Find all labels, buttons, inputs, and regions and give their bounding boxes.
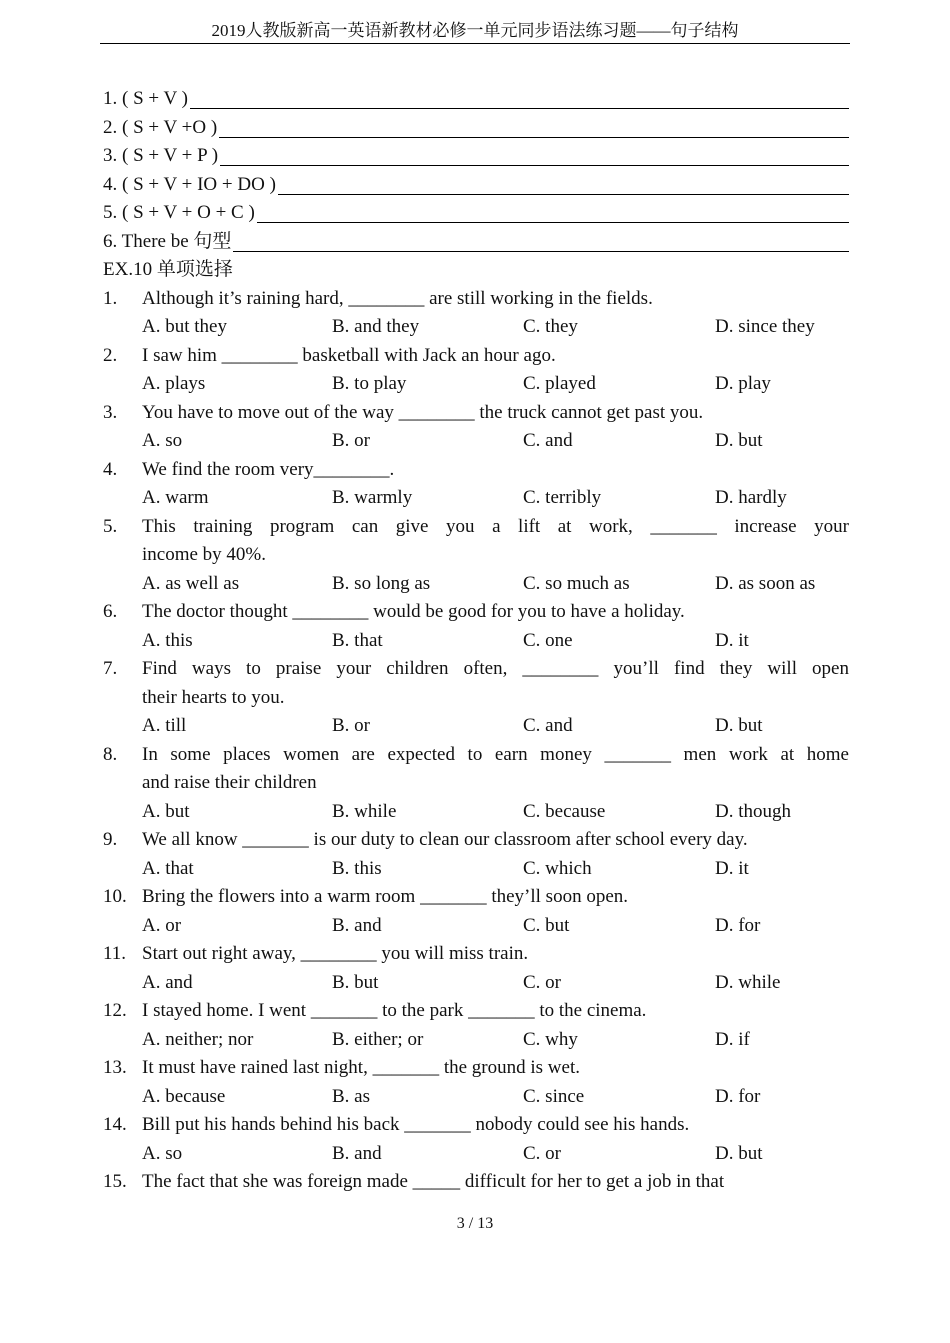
answer-option[interactable]: D. for <box>715 1085 761 1107</box>
question-text: We find the room very________. <box>142 458 395 480</box>
question-number: 11. <box>103 943 127 964</box>
question-number: 8. <box>103 743 118 765</box>
answer-option[interactable]: A. but they <box>142 316 227 337</box>
sentence-pattern-5 <box>103 199 849 228</box>
answer-option[interactable]: A. this <box>142 629 193 651</box>
page-header: 2019人教版新高一英语新教材必修一单元同步语法练习题——句子结构 <box>211 21 739 40</box>
answer-option[interactable]: A. warm <box>142 487 209 508</box>
question-item <box>103 285 849 342</box>
question-number: 14. <box>103 1114 127 1135</box>
question-item <box>103 1111 849 1168</box>
answer-option[interactable]: C. or <box>523 1142 561 1164</box>
answer-option[interactable]: A. neither; nor <box>142 1028 254 1050</box>
answer-option[interactable]: A. but <box>142 800 190 822</box>
sentence-pattern-3 <box>103 142 849 171</box>
answer-option[interactable]: C. and <box>523 430 573 451</box>
question-text: income by 40%. <box>142 544 267 565</box>
answer-options <box>103 712 849 741</box>
question-item <box>103 342 849 399</box>
answer-option[interactable]: C. why <box>523 1028 578 1050</box>
question-number: 15. <box>103 1171 127 1192</box>
answer-option[interactable]: C. so much as <box>523 572 630 594</box>
answer-option[interactable]: B. and <box>332 914 382 936</box>
answer-option[interactable]: D. hardly <box>715 487 787 508</box>
answer-blank-line <box>219 118 849 138</box>
question-text: Bill put his hands behind his back _______ nobody could see his hands. <box>142 1114 690 1135</box>
question-item <box>103 399 849 456</box>
question-number: 3. <box>103 401 118 423</box>
sentence-pattern-label: 4. ( S + V + IO + DO ) <box>103 173 276 195</box>
question-text: In some places women are expected to earn money _______ men work at home <box>142 743 849 765</box>
question-text: The fact that she was foreign made _____ difficult for her to get a job in that <box>142 1171 725 1192</box>
answer-options <box>103 627 849 656</box>
question-item <box>103 456 849 513</box>
answer-option[interactable]: B. either; or <box>332 1028 424 1050</box>
question-text: The doctor thought ________ would be good for you to have a holiday. <box>142 601 685 622</box>
answer-option[interactable]: D. but <box>715 430 763 451</box>
answer-option[interactable]: C. which <box>523 857 592 879</box>
answer-option[interactable]: D. it <box>715 629 749 651</box>
answer-option[interactable]: B. or <box>332 430 370 451</box>
sentence-pattern-list <box>103 85 849 256</box>
answer-option[interactable]: C. played <box>523 373 596 394</box>
question-number: 6. <box>103 601 118 622</box>
sentence-pattern-label: 5. ( S + V + O + C ) <box>103 202 255 223</box>
answer-option[interactable]: D. it <box>715 857 749 879</box>
answer-option[interactable]: B. while <box>332 800 397 822</box>
question-item <box>103 1168 849 1197</box>
answer-options <box>103 370 849 399</box>
question-indent <box>103 541 142 570</box>
question-text: Find ways to praise your children often, ________ you’ll find they will open <box>142 658 849 679</box>
question-number: 9. <box>103 829 118 850</box>
answer-option[interactable]: D. since they <box>715 316 815 337</box>
sentence-pattern-6 <box>103 228 849 257</box>
answer-blank-line <box>220 146 849 166</box>
question-text: Bring the flowers into a warm room _______ they’ll soon open. <box>142 886 629 907</box>
question-item <box>103 741 849 827</box>
question-text: and raise their children <box>142 772 317 793</box>
answer-option[interactable]: C. and <box>523 715 573 736</box>
answer-option[interactable]: D. though <box>715 800 791 822</box>
answer-option[interactable]: D. for <box>715 914 761 936</box>
sentence-pattern-label: 1. ( S + V ) <box>103 88 188 109</box>
answer-option[interactable]: B. but <box>332 971 379 993</box>
answer-options <box>103 1026 849 1055</box>
answer-options <box>103 855 849 884</box>
answer-option[interactable]: C. they <box>523 316 578 337</box>
sentence-pattern-label: 3. ( S + V + P ) <box>103 145 219 166</box>
answer-option[interactable]: C. because <box>523 800 606 822</box>
question-text: I saw him ________ basketball with Jack an hour ago. <box>142 344 556 366</box>
answer-option[interactable]: A. plays <box>142 373 206 394</box>
answer-option[interactable]: B. so long as <box>332 572 431 594</box>
question-item <box>103 1054 849 1111</box>
question-list <box>103 285 849 1197</box>
question-item <box>103 513 849 599</box>
answer-option[interactable]: A. so <box>142 1142 183 1164</box>
answer-option[interactable]: C. or <box>523 971 561 993</box>
question-text: We all know _______ is our duty to clean our classroom after school every day. <box>142 829 748 850</box>
question-item <box>103 598 849 655</box>
question-number: 12. <box>103 1000 127 1021</box>
question-number: 13. <box>103 1057 127 1078</box>
answer-option[interactable]: B. to play <box>332 373 407 394</box>
answer-options <box>103 570 849 599</box>
question-number: 4. <box>103 458 118 480</box>
sentence-pattern-1 <box>103 85 849 114</box>
answer-option[interactable]: B. and <box>332 1142 382 1164</box>
answer-option[interactable]: B. as <box>332 1085 370 1107</box>
question-text: You have to move out of the way ________ the truck cannot get past you. <box>142 401 704 423</box>
page-number: 3 / 13 <box>456 1215 494 1232</box>
answer-options <box>103 313 849 342</box>
answer-options <box>103 1083 849 1112</box>
answer-option[interactable]: D. but <box>715 715 763 736</box>
question-text: It must have rained last night, _______ the ground is wet. <box>142 1057 580 1078</box>
answer-option[interactable]: A. because <box>142 1085 226 1107</box>
answer-option[interactable]: A. or <box>142 914 182 936</box>
answer-option[interactable]: C. one <box>523 629 573 651</box>
answer-option[interactable]: C. since <box>523 1085 585 1107</box>
answer-option[interactable]: C. but <box>523 914 570 936</box>
sentence-pattern-label: 6. There be 句型 <box>103 230 232 252</box>
answer-blank-line <box>278 175 849 195</box>
answer-option[interactable]: A. so <box>142 430 183 451</box>
header-rule <box>100 43 850 44</box>
question-text: I stayed home. I went _______ to the park _______ to the cinema. <box>142 1000 647 1021</box>
section-title: EX.10 单项选择 <box>103 259 233 280</box>
answer-options <box>103 969 849 998</box>
question-text: their hearts to you. <box>142 686 285 708</box>
sentence-pattern-label: 2. ( S + V +O ) <box>103 116 218 138</box>
question-item <box>103 997 849 1054</box>
answer-option[interactable]: B. or <box>332 715 370 736</box>
answer-option[interactable]: B. this <box>332 857 382 879</box>
question-text: Although it’s raining hard, ________ are still working in the fields. <box>142 287 653 309</box>
answer-blank-line <box>257 203 849 223</box>
answer-option[interactable]: D. but <box>715 1142 763 1164</box>
answer-option[interactable]: A. that <box>142 857 194 879</box>
question-text: This training program can give you a lift at work, _______ increase your <box>142 515 849 537</box>
answer-option[interactable]: A. as well as <box>142 572 240 594</box>
answer-option[interactable]: C. terribly <box>523 487 602 508</box>
answer-options <box>103 484 849 513</box>
answer-options <box>103 427 849 456</box>
question-item <box>103 655 849 741</box>
question-number: 7. <box>103 658 118 679</box>
answer-options <box>103 798 849 827</box>
worksheet-body <box>103 85 849 1197</box>
answer-option[interactable]: D. as soon as <box>715 572 816 594</box>
answer-options <box>103 1140 849 1169</box>
question-number: 2. <box>103 344 118 366</box>
question-number: 1. <box>103 287 118 309</box>
question-indent <box>103 769 142 798</box>
answer-option[interactable]: A. and <box>142 971 193 993</box>
answer-option[interactable]: B. that <box>332 629 383 651</box>
question-item <box>103 883 849 940</box>
answer-option[interactable]: D. if <box>715 1028 750 1050</box>
sentence-pattern-4 <box>103 171 849 200</box>
question-item <box>103 826 849 883</box>
question-indent <box>103 684 142 713</box>
answer-option[interactable]: A. till <box>142 715 187 736</box>
question-item <box>103 940 849 997</box>
question-number: 5. <box>103 515 118 537</box>
answer-blank-line <box>190 89 849 109</box>
answer-options <box>103 912 849 941</box>
answer-blank-line <box>233 232 849 252</box>
answer-option[interactable]: D. while <box>715 971 781 993</box>
question-text: Start out right away, ________ you will miss train. <box>142 943 529 964</box>
sentence-pattern-2 <box>103 114 849 143</box>
question-number: 10. <box>103 886 127 907</box>
answer-option[interactable]: D. play <box>715 373 771 394</box>
answer-option[interactable]: B. and they <box>332 316 420 337</box>
answer-option[interactable]: B. warmly <box>332 487 413 508</box>
